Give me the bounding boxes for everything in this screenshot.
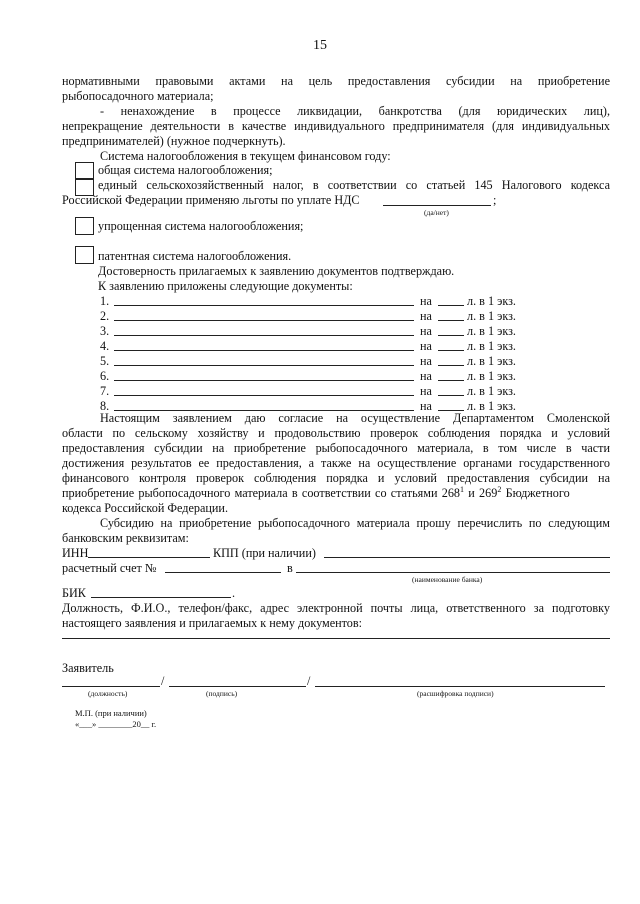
- doc-sheets-field[interactable]: [438, 320, 464, 321]
- docs-heading: К заявлению приложены следующие документы:: [98, 279, 353, 293]
- doc-name-field[interactable]: [114, 350, 414, 351]
- signature-hint: (подпись): [206, 689, 238, 698]
- decoding-field[interactable]: [315, 686, 605, 687]
- tax-eshn-line-2: Российской Федерации применяю льготы по уплате НДС: [62, 193, 360, 207]
- kpp-field[interactable]: [324, 557, 610, 558]
- consent-line-5: финансового контроля проверок соблюдения порядка и условий предоставления субсидии на: [62, 471, 610, 485]
- doc-na: на: [420, 294, 432, 308]
- checkbox-simplified-tax[interactable]: [75, 217, 94, 235]
- bank-line-2: банковским реквизитам:: [62, 531, 189, 545]
- doc-num: 2.: [100, 309, 110, 323]
- intro-line-4: непрекращение деятельности в качестве индивидуального предпринимателя (для индивидуальных: [62, 119, 610, 133]
- responsible-line-1: Должность, Ф.И.О., телефон/факс, адрес электронной почты лица, ответственного за подготовку: [62, 601, 610, 615]
- tax-patent-label: патентная система налогообложения.: [98, 249, 292, 263]
- bank-name-field[interactable]: [296, 572, 610, 573]
- inn-field[interactable]: [88, 557, 210, 558]
- doc-sheets-field[interactable]: [438, 365, 464, 366]
- decoding-hint: (расшифровка подписи): [417, 689, 494, 698]
- account-field[interactable]: [165, 572, 281, 573]
- doc-suffix: л. в 1 экз.: [467, 384, 516, 398]
- doc-name-field[interactable]: [114, 305, 414, 306]
- bik-field[interactable]: [91, 597, 231, 598]
- intro-line-1: нормативными правовыми актами на цель предоставления субсидии на приобретение: [62, 74, 610, 88]
- doc-num: 5.: [100, 354, 110, 368]
- doc-name-field[interactable]: [114, 365, 414, 366]
- doc-num: 6.: [100, 369, 110, 383]
- bank-in-label: в: [287, 561, 293, 575]
- bik-end: .: [232, 586, 236, 600]
- doc-na: на: [420, 399, 432, 413]
- article-268-sup: 1: [460, 484, 465, 494]
- tax-heading: Система налогообложения в текущем финансовом году:: [100, 149, 391, 163]
- position-hint: (должность): [88, 689, 128, 698]
- doc-suffix: л. в 1 экз.: [467, 294, 516, 308]
- doc-num: 1.: [100, 294, 110, 308]
- position-field[interactable]: [62, 686, 160, 687]
- slash-1: /: [161, 674, 165, 688]
- doc-name-field[interactable]: [114, 335, 414, 336]
- doc-suffix: л. в 1 экз.: [467, 369, 516, 383]
- doc-na: на: [420, 369, 432, 383]
- kpp-label: КПП (при наличии): [213, 546, 316, 560]
- article-269-sup: 2: [497, 484, 502, 494]
- doc-suffix: л. в 1 экз.: [467, 324, 516, 338]
- slash-2: /: [307, 674, 311, 688]
- doc-suffix: л. в 1 экз.: [467, 354, 516, 368]
- doc-suffix: л. в 1 экз.: [467, 309, 516, 323]
- consent-line-4: достижения результатов ее предоставления, а также на осуществление органами государственного: [62, 456, 610, 470]
- doc-name-field[interactable]: [114, 395, 414, 396]
- doc-suffix: л. в 1 экз.: [467, 339, 516, 353]
- doc-num: 7.: [100, 384, 110, 398]
- intro-line-2: рыбопосадочного материала;: [62, 89, 214, 103]
- tax-eshn-line-1: единый сельскохозяйственный налог, в соответствии со статьей 145 Налогового кодекса: [98, 178, 610, 192]
- tax-general-label: общая система налогообложения;: [98, 163, 273, 177]
- doc-name-field[interactable]: [114, 380, 414, 381]
- consent-line-6-a: приобретение рыбопосадочного материала в соответствии со статьями 268: [62, 486, 461, 500]
- tax-eshn-end: ;: [493, 193, 497, 207]
- doc-num: 8.: [100, 399, 110, 413]
- tax-simplified-label: упрощенная система налогообложения;: [98, 219, 304, 233]
- checkbox-patent-tax[interactable]: [75, 246, 94, 264]
- doc-na: на: [420, 384, 432, 398]
- bank-line-1: Субсидию на приобретение рыбопосадочного материала прошу перечислить по следующим: [100, 516, 610, 530]
- consent-line-1: Настоящим заявлением даю согласие на осуществление Департаментом Смоленской: [100, 411, 610, 425]
- consent-line-6-b: и 269: [464, 486, 498, 500]
- responsible-line-2: настоящего заявления и прилагаемых к нему документов:: [62, 616, 363, 630]
- doc-na: на: [420, 324, 432, 338]
- account-label: расчетный счет №: [62, 561, 157, 575]
- page-number: 15: [313, 38, 327, 53]
- doc-sheets-field[interactable]: [438, 335, 464, 336]
- yes-no-hint: (да/нет): [424, 208, 449, 217]
- consent-line-2: области по сельскому хозяйству и продовольствию проверок соблюдения порядка и условий: [62, 426, 610, 440]
- doc-name-field[interactable]: [114, 320, 414, 321]
- bik-label: БИК: [62, 586, 86, 600]
- doc-sheets-field[interactable]: [438, 305, 464, 306]
- consent-line-6: [62, 486, 610, 500]
- consent-line-3: предоставления субсидии на приобретение рыбопосадочного материала, в том числе в части: [62, 441, 610, 455]
- doc-na: на: [420, 354, 432, 368]
- bank-name-hint: (наименование банка): [412, 575, 483, 584]
- consent-line-7: кодекса Российской Федерации.: [62, 501, 228, 515]
- confirm-text: Достоверность прилагаемых к заявлению документов подтверждаю.: [98, 264, 455, 278]
- vat-benefit-field[interactable]: [383, 205, 491, 206]
- doc-num: 3.: [100, 324, 110, 338]
- doc-sheets-field[interactable]: [438, 395, 464, 396]
- doc-na: на: [420, 339, 432, 353]
- doc-na: на: [420, 309, 432, 323]
- inn-label: ИНН: [62, 546, 89, 560]
- responsible-field[interactable]: [62, 638, 610, 639]
- stamp-label: М.П. (при наличии): [75, 708, 147, 718]
- applicant-label: Заявитель: [62, 661, 114, 675]
- doc-suffix: л. в 1 экз.: [467, 399, 516, 413]
- intro-line-5: предпринимателей) (нужное подчеркнуть).: [62, 134, 286, 148]
- doc-num: 4.: [100, 339, 110, 353]
- signature-field[interactable]: [169, 686, 306, 687]
- consent-line-6-c: Бюджетного: [501, 486, 570, 500]
- date-field[interactable]: «___» ________20__ г.: [75, 719, 157, 729]
- doc-sheets-field[interactable]: [438, 380, 464, 381]
- doc-sheets-field[interactable]: [438, 350, 464, 351]
- intro-line-3: - ненахождение в процессе ликвидации, банкротства (для юридических лиц),: [100, 104, 610, 118]
